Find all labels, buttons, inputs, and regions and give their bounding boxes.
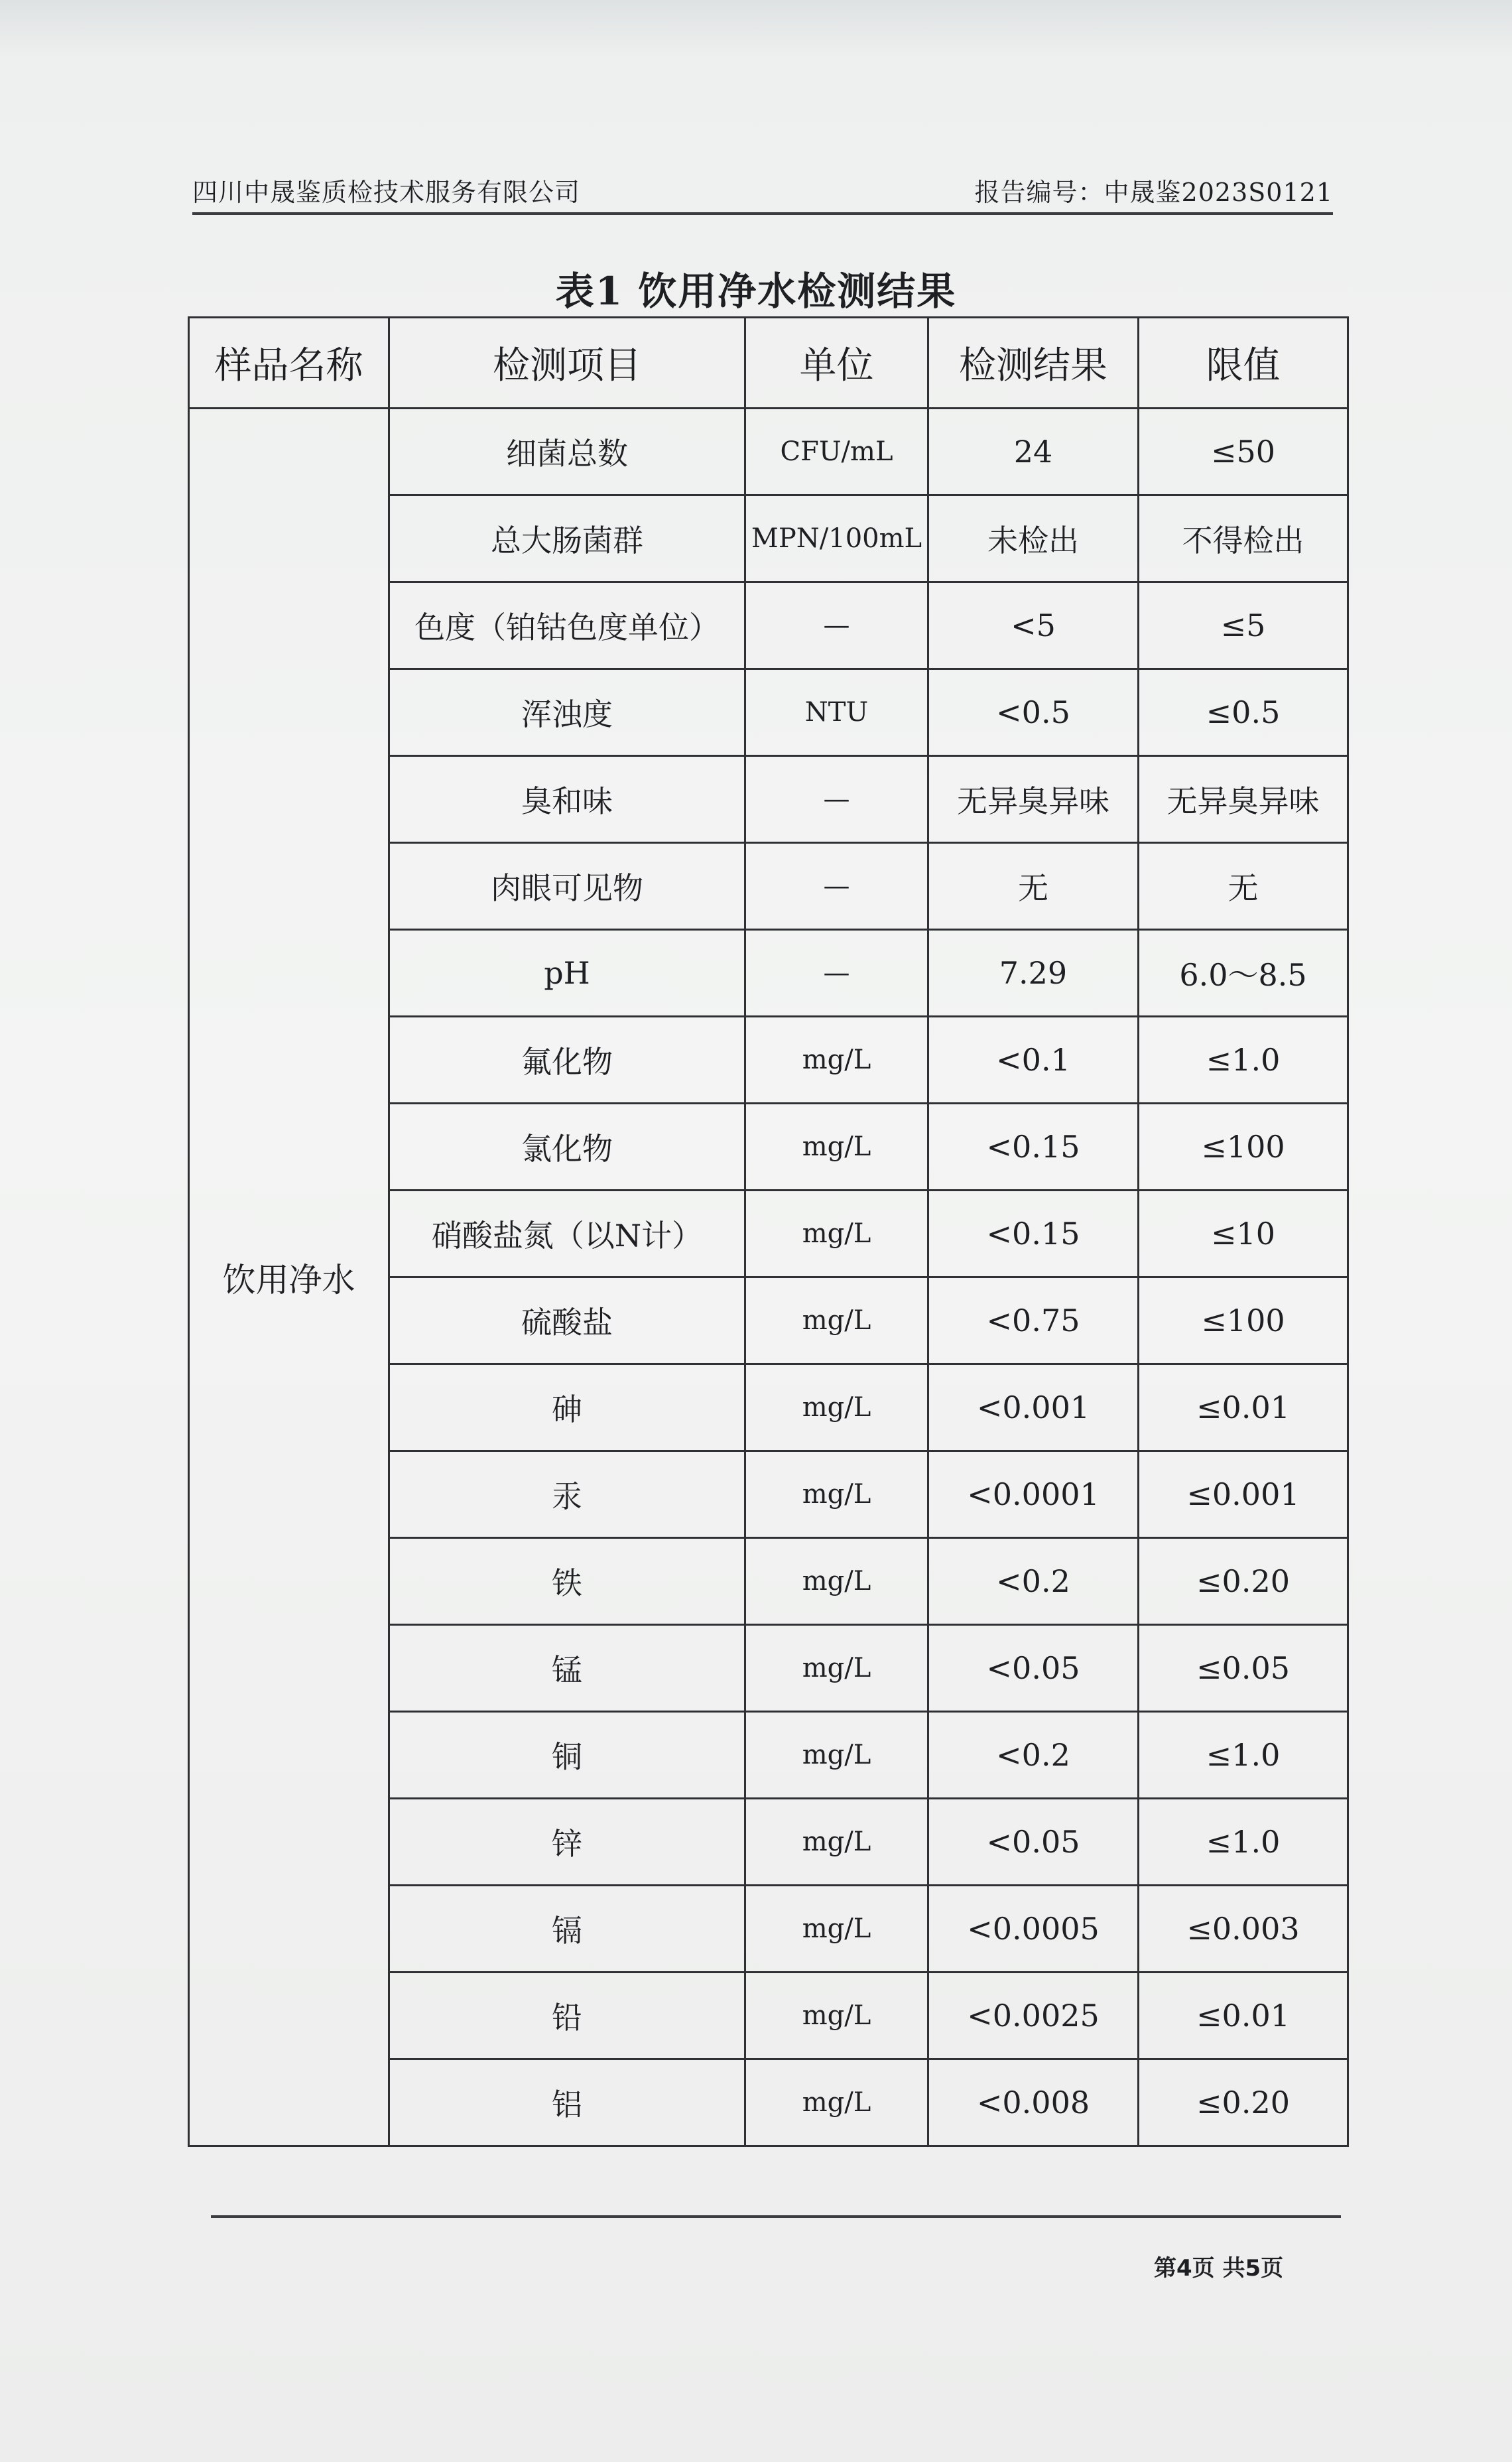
unit-cell: mg/L — [745, 1451, 928, 1538]
limit-cell: ≤0.001 — [1139, 1451, 1348, 1538]
limit-cell: ≤100 — [1139, 1104, 1348, 1191]
unit-cell: mg/L — [745, 1973, 928, 2059]
unit-cell: mg/L — [745, 1712, 928, 1799]
limit-cell: ≤0.01 — [1139, 1364, 1348, 1451]
results-table — [188, 316, 1349, 2147]
result-cell: 未检出 — [928, 495, 1139, 582]
unit-cell: — — [745, 843, 928, 930]
test-item-cell: 砷 — [389, 1364, 745, 1451]
test-item-cell: 铜 — [389, 1712, 745, 1799]
limit-cell: 6.0～8.5 — [1139, 930, 1348, 1017]
sample-name-cell: 饮用净水 — [189, 409, 389, 2146]
test-item-cell: 锌 — [389, 1799, 745, 1886]
unit-cell: mg/L — [745, 1625, 928, 1712]
unit-cell: mg/L — [745, 1017, 928, 1104]
test-item-cell: 锰 — [389, 1625, 745, 1712]
unit-cell: mg/L — [745, 1104, 928, 1191]
test-item-cell: pH — [389, 930, 745, 1017]
unit-cell: mg/L — [745, 2059, 928, 2146]
test-item-cell: 汞 — [389, 1451, 745, 1538]
test-item-cell: 硝酸盐氮（以N计） — [389, 1191, 745, 1277]
unit-cell: — — [745, 756, 928, 843]
test-item-cell: 硫酸盐 — [389, 1277, 745, 1364]
test-item-cell: 肉眼可见物 — [389, 843, 745, 930]
result-cell: <0.1 — [928, 1017, 1139, 1104]
page-top-shadow — [0, 0, 1512, 60]
result-cell: <0.0025 — [928, 1973, 1139, 2059]
limit-cell: ≤0.01 — [1139, 1973, 1348, 2059]
limit-cell: ≤10 — [1139, 1191, 1348, 1277]
test-item-cell: 镉 — [389, 1886, 745, 1973]
limit-cell: ≤1.0 — [1139, 1017, 1348, 1104]
unit-cell: CFU/mL — [745, 409, 928, 495]
unit-cell: mg/L — [745, 1799, 928, 1886]
column-header-limit: 限值 — [1139, 318, 1348, 409]
limit-cell: ≤0.20 — [1139, 2059, 1348, 2146]
page-header — [192, 174, 1333, 215]
limit-cell: 不得检出 — [1139, 495, 1348, 582]
result-cell: <0.2 — [928, 1538, 1139, 1625]
result-cell: <0.001 — [928, 1364, 1139, 1451]
result-cell: <0.05 — [928, 1799, 1139, 1886]
column-header-sample: 样品名称 — [189, 318, 389, 409]
unit-cell: mg/L — [745, 1364, 928, 1451]
test-item-cell: 浑浊度 — [389, 669, 745, 756]
unit-cell: MPN/100mL — [745, 495, 928, 582]
column-header-item: 检测项目 — [389, 318, 745, 409]
result-cell: 无 — [928, 843, 1139, 930]
limit-cell: ≤0.05 — [1139, 1625, 1348, 1712]
limit-cell: ≤1.0 — [1139, 1799, 1348, 1886]
test-item-cell: 铁 — [389, 1538, 745, 1625]
page-number: 第4页 共5页 — [1154, 2255, 1284, 2282]
result-cell: <0.15 — [928, 1104, 1139, 1191]
test-item-cell: 色度（铂钴色度单位） — [389, 582, 745, 669]
result-cell: 24 — [928, 409, 1139, 495]
table-title: 表1 饮用净水检测结果 — [555, 269, 957, 314]
result-cell: 无异臭异味 — [928, 756, 1139, 843]
unit-cell: — — [745, 930, 928, 1017]
column-header-unit: 单位 — [745, 318, 928, 409]
test-item-cell: 细菌总数 — [389, 409, 745, 495]
unit-cell: — — [745, 582, 928, 669]
unit-cell: mg/L — [745, 1277, 928, 1364]
test-item-cell: 臭和味 — [389, 756, 745, 843]
limit-cell: 无 — [1139, 843, 1348, 930]
result-cell: <0.15 — [928, 1191, 1139, 1277]
result-cell: <0.0005 — [928, 1886, 1139, 1973]
limit-cell: ≤0.003 — [1139, 1886, 1348, 1973]
result-cell: <0.0001 — [928, 1451, 1139, 1538]
limit-cell: ≤100 — [1139, 1277, 1348, 1364]
test-item-cell: 总大肠菌群 — [389, 495, 745, 582]
result-cell: <0.5 — [928, 669, 1139, 756]
test-item-cell: 氟化物 — [389, 1017, 745, 1104]
limit-cell: ≤0.20 — [1139, 1538, 1348, 1625]
result-cell: <5 — [928, 582, 1139, 669]
test-item-cell: 铅 — [389, 1973, 745, 2059]
report-number: 报告编号：中晟鉴2023S0121 — [974, 178, 1333, 207]
footer-rule — [211, 2215, 1341, 2218]
result-cell: <0.008 — [928, 2059, 1139, 2146]
table-header-row — [189, 318, 1348, 409]
result-cell: <0.2 — [928, 1712, 1139, 1799]
company-name: 四川中晟鉴质检技术服务有限公司 — [192, 178, 581, 207]
test-item-cell: 氯化物 — [389, 1104, 745, 1191]
result-cell: 7.29 — [928, 930, 1139, 1017]
unit-cell: mg/L — [745, 1538, 928, 1625]
limit-cell: 无异臭异味 — [1139, 756, 1348, 843]
limit-cell: ≤5 — [1139, 582, 1348, 669]
test-item-cell: 铝 — [389, 2059, 745, 2146]
column-header-result: 检测结果 — [928, 318, 1139, 409]
unit-cell: mg/L — [745, 1191, 928, 1277]
limit-cell: ≤1.0 — [1139, 1712, 1348, 1799]
unit-cell: mg/L — [745, 1886, 928, 1973]
result-cell: <0.05 — [928, 1625, 1139, 1712]
table-row — [189, 409, 1348, 495]
unit-cell: NTU — [745, 669, 928, 756]
limit-cell: ≤50 — [1139, 409, 1348, 495]
result-cell: <0.75 — [928, 1277, 1139, 1364]
limit-cell: ≤0.5 — [1139, 669, 1348, 756]
